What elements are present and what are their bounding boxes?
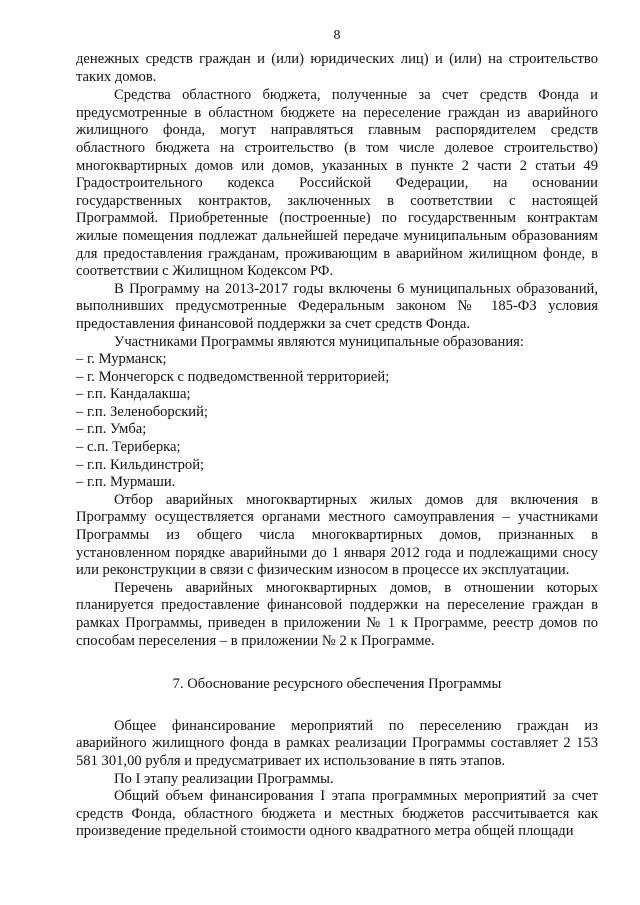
list-item: – г. Мончегорск с подведомственной территорией;	[76, 368, 390, 385]
participants-list	[76, 351, 598, 492]
document-body	[76, 51, 598, 841]
list-item: – г.п. Кильдинстрой;	[76, 456, 205, 473]
paragraph-house-list: Перечень аварийных многоквартирных домов, в отношении которых планируется предоставление финансовой поддержки на переселение граждан в рамках Программы, приведен в приложении № 1 к Программе, реестр домов по способам переселения – в приложении № 2 к Программе.	[76, 579, 598, 649]
paragraph-participants-intro: Участниками Программы являются муниципальные образования:	[114, 333, 524, 350]
page-number: 8	[333, 28, 341, 43]
list-item: – г.п. Зеленоборский;	[76, 403, 208, 420]
list-item: – г.п. Умба;	[76, 421, 147, 438]
section-heading: 7. Обоснование ресурсного обеспечения Программы	[172, 676, 502, 693]
list-item: – г.п. Мурмаши.	[76, 474, 176, 491]
paragraph-selection: Отбор аварийных многоквартирных жилых домов для включения в Программу осуществляется органами местного самоуправления – участниками Программы из общего числа многоквартирных домов, признанных в установленном порядке аварийными до 1 января 2012 года и подлежащими сносу или реконструкции в связи с физическим износом в процессе их эксплуатации.	[76, 491, 598, 579]
list-item: – г.п. Кандалакша;	[76, 386, 191, 403]
list-item: – с.п. Териберка;	[76, 439, 181, 456]
paragraph-stage-one: По I этапу реализации Программы.	[114, 770, 334, 787]
paragraph-continuation: денежных средств граждан и (или) юридических лиц) и (или) на строительство таких домов.	[76, 51, 598, 85]
paragraph-stage-one-funding: Общий объем финансирования I этапа программных мероприятий за счет средств Фонда, областного бюджета и местных бюджетов рассчитывается как произведение предельной стоимости одного квадратного метра общей площади	[76, 788, 598, 840]
paragraph-total-funding: Общее финансирование мероприятий по переселению граждан из аварийного жилищного фонда в рамках реализации Программы составляет 2 153 581 301,00 рубля и предусматривает их использование в пять этапов.	[76, 717, 598, 769]
paragraph-regional-budget: Средства областного бюджета, полученные за счет средств Фонда и предусмотренные в областном бюджете на переселение граждан из аварийного жилищного фонда, могут направляться главным распорядителем средств областного бюджета на строительство (в том числе долевое строительство) многоквартирных домов или домов, указанных в пункте 2 части 2 статьи 49 Градостроительного кодекса Российской Федерации, на основании государственных контрактов, заключенных в соответствии с настоящей Программой. Приобретенные (построенные) по государственным контрактам жилые помещения подлежат дальнейшей передаче муниципальным образованиям для предоставления гражданам, проживающим в аварийном жилищном фонде, в соответствии с Жилищном Кодексом РФ.	[76, 87, 598, 280]
paragraph-program-municipalities: В Программу на 2013-2017 годы включены 6 муниципальных образований, выполнивших предусмотренные Федеральным законом № 185-ФЗ условия предоставления финансовой поддержки за счет средств Фонда.	[76, 280, 598, 332]
list-item: – г. Мурманск;	[76, 351, 167, 368]
